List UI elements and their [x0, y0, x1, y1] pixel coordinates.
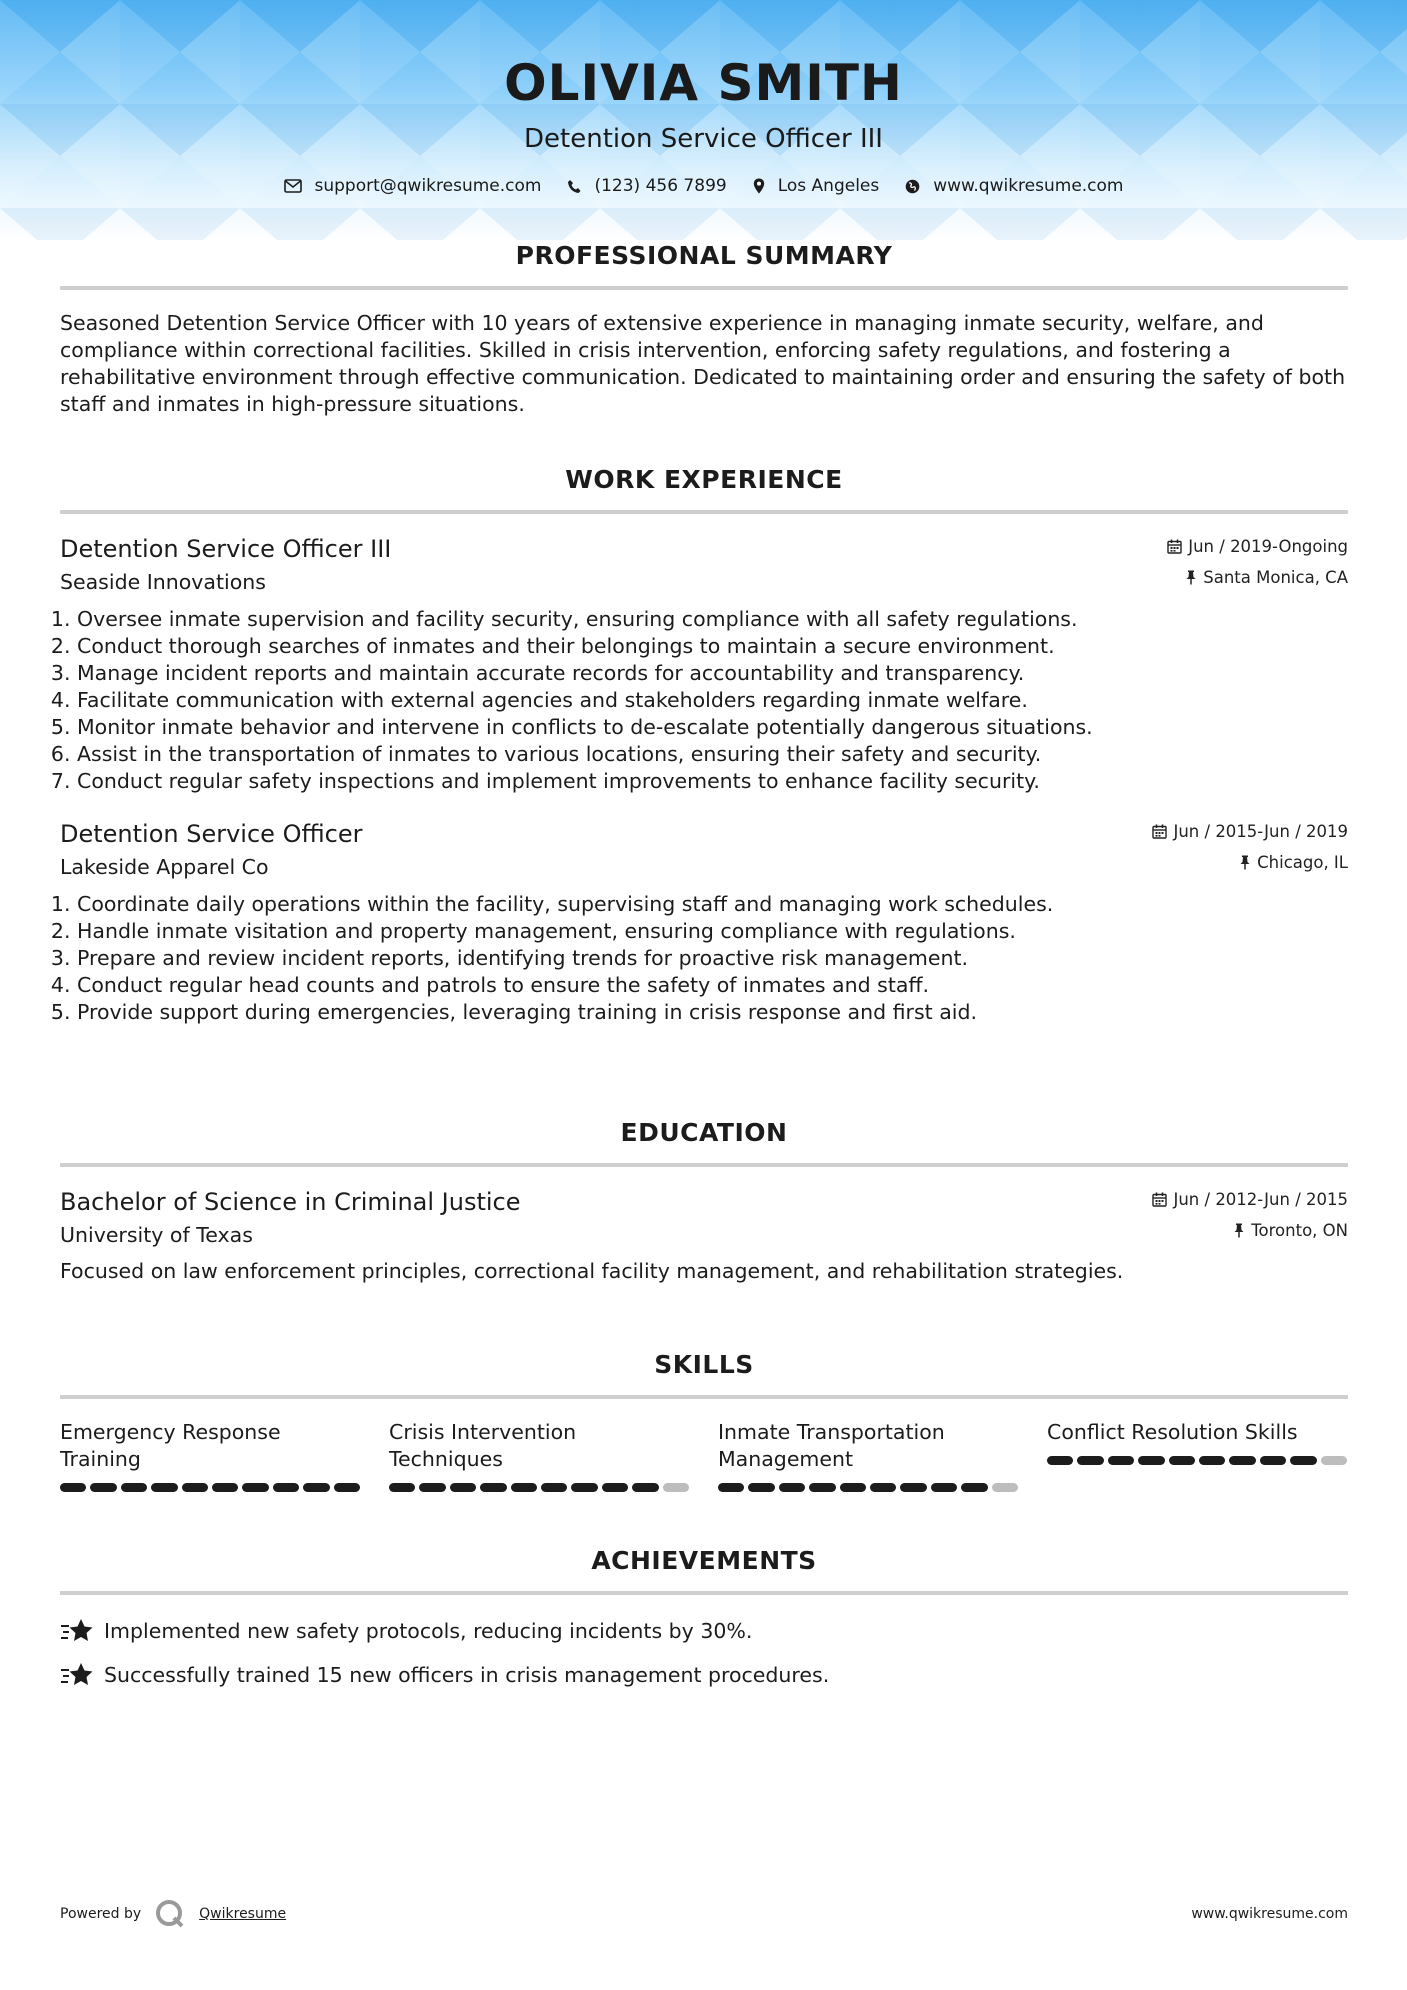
rating-segment-filled	[1290, 1456, 1316, 1465]
calendar-icon	[1152, 824, 1167, 839]
rating-segment-filled	[1108, 1456, 1134, 1465]
list-item: 4. Facilitate communication with external agencies and stakeholders regarding inmate welfare.	[77, 687, 1348, 714]
contact-website-text: www.qwikresume.com	[933, 176, 1124, 196]
skill-item	[389, 1419, 689, 1492]
skill-name: Inmate Transportation Management	[718, 1420, 945, 1471]
footer-brand	[60, 1899, 286, 1929]
rating-segment-filled	[1229, 1456, 1255, 1465]
skill-item	[1047, 1419, 1347, 1492]
job-location-text: Chicago, IL	[1257, 852, 1348, 872]
rating-segment-filled	[151, 1483, 177, 1492]
education-location	[1152, 1218, 1348, 1242]
globe-icon	[905, 179, 920, 194]
education-description: Focused on law enforcement principles, correctional facility management, and rehabilitation strategies.	[60, 1259, 1124, 1283]
rating-segment-filled	[121, 1483, 147, 1492]
contact-location-text: Los Angeles	[777, 176, 880, 196]
job-entry	[60, 819, 1348, 1026]
section-divider	[60, 1591, 1348, 1595]
rating-segment-filled	[212, 1483, 238, 1492]
rating-segment-filled	[602, 1483, 628, 1492]
rating-segment-filled	[900, 1483, 926, 1492]
rating-segment-filled	[303, 1483, 329, 1492]
rating-segment-filled	[273, 1483, 299, 1492]
degree-title: Bachelor of Science in Criminal Justice	[60, 1188, 521, 1216]
resume-header	[0, 54, 1407, 196]
contact-bar	[0, 176, 1407, 196]
skill-rating	[1047, 1456, 1347, 1465]
skill-item	[718, 1419, 1018, 1492]
list-item: 3. Manage incident reports and maintain accurate records for accountability and transparency.	[77, 660, 1348, 687]
rating-segment-filled	[1138, 1456, 1164, 1465]
rating-segment-filled	[334, 1483, 360, 1492]
rating-segment-filled	[389, 1483, 415, 1492]
list-item: 2. Handle inmate visitation and property management, ensuring compliance with regulations.	[77, 918, 1348, 945]
education-entry	[60, 1187, 1348, 1285]
list-item: 1. Coordinate daily operations within the facility, supervising staff and managing work schedules.	[77, 891, 1348, 918]
job-dates	[1167, 534, 1348, 558]
skill-name: Conflict Resolution Skills	[1047, 1420, 1298, 1444]
rating-segment-empty	[663, 1483, 689, 1492]
job-entry	[60, 534, 1348, 795]
education-dates-text: Jun / 2012-Jun / 2015	[1173, 1189, 1348, 1209]
rating-segment-filled	[571, 1483, 597, 1492]
job-company: Seaside Innovations	[60, 570, 266, 594]
rating-segment-filled	[1077, 1456, 1103, 1465]
calendar-icon	[1152, 1192, 1167, 1207]
job-title: Detention Service Officer	[60, 820, 363, 848]
rating-segment-filled	[748, 1483, 774, 1492]
footer-website[interactable]: www.qwikresume.com	[1191, 1906, 1348, 1922]
star-icon	[60, 1662, 94, 1688]
envelope-icon	[284, 179, 302, 193]
list-item: 5. Monitor inmate behavior and intervene in conflicts to de-escalate potentially dangerous situations.	[77, 714, 1348, 741]
achievement-item	[60, 1617, 1348, 1645]
pin-icon	[1233, 1223, 1245, 1238]
job-title: Detention Service Officer III	[60, 535, 392, 563]
skill-item	[60, 1419, 360, 1492]
skills-section	[60, 1352, 1348, 1492]
candidate-title: Detention Service Officer III	[524, 124, 883, 154]
job-dates-text: Jun / 2015-Jun / 2019	[1173, 821, 1348, 841]
star-icon	[60, 1618, 94, 1644]
achievement-item	[60, 1661, 1348, 1689]
experience-heading: WORK EXPERIENCE	[565, 465, 843, 494]
contact-phone[interactable]	[567, 176, 726, 196]
rating-segment-filled	[90, 1483, 116, 1492]
list-item: 5. Provide support during emergencies, leveraging training in crisis response and first aid.	[77, 999, 1348, 1026]
rating-segment-filled	[840, 1483, 866, 1492]
rating-segment-filled	[1047, 1456, 1073, 1465]
rating-segment-filled	[419, 1483, 445, 1492]
rating-segment-filled	[809, 1483, 835, 1492]
rating-segment-filled	[182, 1483, 208, 1492]
calendar-icon	[1167, 539, 1182, 554]
rating-segment-filled	[931, 1483, 957, 1492]
page-footer	[60, 1899, 1348, 1929]
achievements-section	[60, 1548, 1348, 1689]
rating-segment-filled	[541, 1483, 567, 1492]
job-dates	[1152, 819, 1348, 843]
rating-segment-filled	[961, 1483, 987, 1492]
rating-segment-filled	[718, 1483, 744, 1492]
skill-rating	[718, 1483, 1018, 1492]
rating-segment-filled	[1260, 1456, 1286, 1465]
rating-segment-filled	[60, 1483, 86, 1492]
skill-name: Emergency Response Training	[60, 1420, 281, 1471]
section-divider	[60, 510, 1348, 514]
rating-segment-filled	[870, 1483, 896, 1492]
summary-text: Seasoned Detention Service Officer with 10 years of extensive experience in managing inmate security, welfare, and compliance within correctional facilities. Skilled in crisis intervention, enforcing safety regulations, and fostering a rehabilitative environment through effective communication. Dedicated to maintaining order and ensuring the safety of both staff and inmates in high-pressure situations.	[60, 311, 1346, 416]
powered-by-label: Powered by	[60, 1906, 142, 1922]
achievement-text: Successfully trained 15 new officers in crisis management procedures.	[104, 1663, 830, 1687]
pin-icon	[1185, 570, 1197, 585]
contact-phone-text: (123) 456 7899	[594, 176, 727, 196]
list-item: 1. Oversee inmate supervision and facility security, ensuring compliance with all safety regulations.	[77, 606, 1348, 633]
skill-rating	[60, 1483, 360, 1492]
rating-segment-filled	[1199, 1456, 1225, 1465]
rating-segment-empty	[992, 1483, 1018, 1492]
achievement-text: Implemented new safety protocols, reducing incidents by 30%.	[104, 1619, 753, 1643]
summary-heading: PROFESSIONAL SUMMARY	[515, 241, 893, 270]
rating-segment-filled	[480, 1483, 506, 1492]
pin-icon	[1239, 855, 1251, 870]
skills-grid	[60, 1419, 1348, 1492]
skill-rating	[389, 1483, 689, 1492]
contact-location	[753, 176, 880, 196]
job-dates-text: Jun / 2019-Ongoing	[1188, 536, 1348, 556]
list-item: 7. Conduct regular safety inspections and implement improvements to enhance facility security.	[77, 768, 1348, 795]
job-duties	[60, 606, 1348, 795]
contact-website[interactable]	[905, 176, 1123, 196]
rating-segment-filled	[511, 1483, 537, 1492]
list-item: 2. Conduct thorough searches of inmates and their belongings to maintain a secure environment.	[77, 633, 1348, 660]
skill-name: Crisis Intervention Techniques	[389, 1420, 577, 1471]
education-meta	[1152, 1187, 1348, 1242]
job-location-text: Santa Monica, CA	[1203, 567, 1348, 587]
rating-segment-empty	[1321, 1456, 1347, 1465]
list-item: 4. Conduct regular head counts and patrols to ensure the safety of inmates and staff.	[77, 972, 1348, 999]
map-marker-icon	[753, 178, 765, 194]
achievements-list	[60, 1617, 1348, 1689]
job-location	[1167, 565, 1348, 589]
contact-email-text: support@qwikresume.com	[314, 176, 542, 196]
job-company: Lakeside Apparel Co	[60, 855, 269, 879]
education-location-text: Toronto, ON	[1251, 1220, 1348, 1240]
job-meta	[1152, 819, 1348, 874]
qwikresume-link[interactable]: Qwikresume	[199, 1906, 287, 1922]
education-heading: EDUCATION	[620, 1118, 788, 1147]
rating-segment-filled	[242, 1483, 268, 1492]
list-item: 6. Assist in the transportation of inmates to various locations, ensuring their safety and security.	[77, 741, 1348, 768]
education-dates	[1152, 1187, 1348, 1211]
candidate-name: OLIVIA SMITH	[504, 54, 903, 112]
school-name: University of Texas	[60, 1223, 253, 1247]
job-location	[1152, 850, 1348, 874]
section-divider	[60, 1395, 1348, 1399]
summary-section	[60, 243, 1348, 418]
qwikresume-logo-icon	[155, 1899, 185, 1929]
skills-heading: SKILLS	[654, 1350, 754, 1379]
rating-segment-filled	[779, 1483, 805, 1492]
rating-segment-filled	[1169, 1456, 1195, 1465]
education-section	[60, 1120, 1348, 1285]
section-divider	[60, 1163, 1348, 1167]
job-meta	[1167, 534, 1348, 589]
phone-icon	[567, 179, 581, 194]
list-item: 3. Prepare and review incident reports, identifying trends for proactive risk management.	[77, 945, 1348, 972]
contact-email[interactable]	[284, 176, 542, 196]
experience-section	[60, 467, 1348, 1026]
achievements-heading: ACHIEVEMENTS	[591, 1546, 817, 1575]
rating-segment-filled	[632, 1483, 658, 1492]
job-duties	[60, 891, 1348, 1026]
rating-segment-filled	[450, 1483, 476, 1492]
section-divider	[60, 286, 1348, 290]
